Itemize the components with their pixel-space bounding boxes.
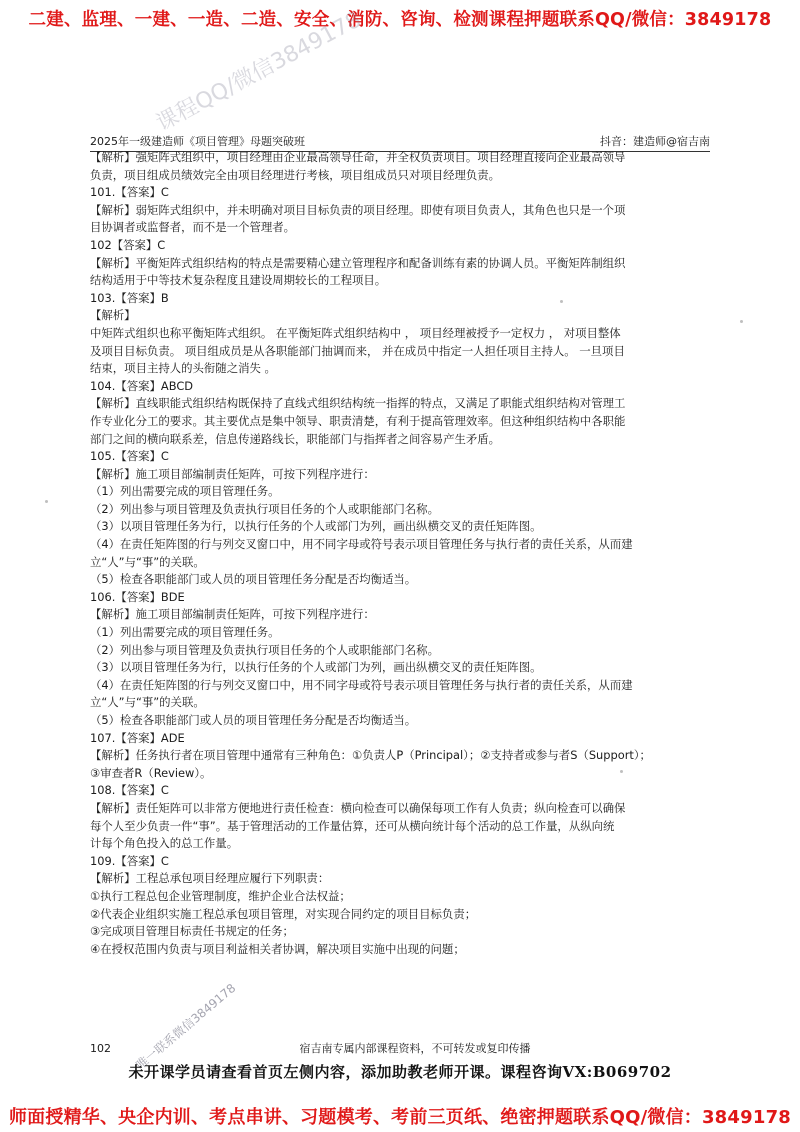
text-line: （2）列出参与项目管理及负责执行项目任务的个人或职能部门名称。 [90,642,439,657]
text-line: ②代表企业组织实施工程总承包项目管理，对实现合同约定的项目目标负责； [90,906,477,921]
text-line: 【解析】施工项目部编制责任矩阵，可按下列程序进行： [90,466,375,481]
text-line: 101.【答案】C [90,185,169,200]
enrollment-notice: 未开课学员请查看首页左侧内容，添加助教老师开课。课程咨询VX:B069702 [128,1063,672,1081]
text-line: （1）列出需要完成的项目管理任务。 [90,484,280,499]
text-line: 每个人至少负责一件“事”。基于管理活动的工作量估算，还可从横向统计每个活动的总工作量，从纵向统 [90,818,615,833]
text-line: 【解析】工程总承包项目经理应履行下列职责： [90,871,330,886]
text-line: ④在授权范围内负责与项目利益相关者协调，解决项目实施中出现的问题； [90,941,465,956]
text-line: 103.【答案】B [90,290,169,305]
text-line: 及项目目标负责。 项目组成员是从各职能部门抽调而来， 并在成员中指定一人担任项目主持人。 一旦项目 [90,343,625,358]
text-line: 作专业化分工的要求。其主要优点是集中领导、职责清楚，有利于提高管理效率。但这种组织结构中各职能 [90,413,626,428]
text-line: 【解析】任务执行者在项目管理中通常有三种角色：①负责人P（Principal）；②支持者或参与者S（Support）； [90,748,651,763]
text-line: 109.【答案】C [90,853,169,868]
text-line: （3）以项目管理任务为行，以执行任务的个人或部门为列，画出纵横交叉的责任矩阵图。 [90,519,542,534]
text-line: 计每个角色投入的总工作量。 [90,836,239,851]
scan-speck [740,320,743,323]
text-line: 【解析】强矩阵式组织中，项目经理由企业最高领导任命，并全权负责项目。项目经理直接向企业最高领导 [90,150,626,164]
text-line: 104.【答案】ABCD [90,378,194,393]
text-line: 部门之间的横向联系差，信息传递路线长，职能部门与指挥者之间容易产生矛盾。 [90,431,501,446]
text-line: 105.【答案】C [90,449,169,464]
header-author-handle: 抖音：建造师@宿吉南 [600,135,710,148]
text-line: 【解析】直线职能式组织结构既保持了直线式组织结构统一指挥的特点，又满足了职能式组织结构对管理工 [90,396,626,411]
text-line: 中矩阵式组织也称平衡矩阵式组织。 在平衡矩阵式组织结构中 ， 项目经理被授予一定权力 ， 对项目整体 [90,325,621,340]
text-line: 立“人”与“事”的关联。 [90,695,205,710]
text-line: （4）在责任矩阵图的行与列交叉窗口中，用不同字母或符号表示项目管理任务与执行者的责任关系，从而建 [90,537,633,552]
bottom-promo-banner: 师面授精华、央企内训、考点串讲、习题模考、考前三页纸、绝密押题联系QQ/微信：3849178 [8,1107,792,1128]
text-line: （2）列出参与项目管理及负责执行项目任务的个人或职能部门名称。 [90,501,439,516]
text-line: 【解析】平衡矩阵式组织结构的特点是需要精心建立管理程序和配备训练有素的协调人员。平衡矩阵制组织 [90,255,626,270]
scan-speck [45,500,48,503]
text-line: 【解析】 [90,308,136,323]
text-line: （5）检查各职能部门或人员的项目管理任务分配是否均衡适当。 [90,572,417,587]
text-line: ③审查者R（Review）。 [90,765,212,780]
scan-speck [560,300,563,303]
text-line: 107.【答案】ADE [90,730,185,745]
text-line: 负责，项目组成员绩效完全由项目经理进行考核，项目组成员只对项目经理负责。 [90,167,501,182]
text-line: （4）在责任矩阵图的行与列交叉窗口中，用不同字母或符号表示项目管理任务与执行者的责任关系，从而建 [90,677,633,692]
text-line: 102【答案】C [90,237,166,252]
diagonal-watermark: 课程QQ/微信3849178 [152,7,366,137]
page-footer [90,1040,710,1056]
text-line: 结构适用于中等技术复杂程度且建设周期较长的工程项目。 [90,273,387,288]
text-line: （5）检查各职能部门或人员的项目管理任务分配是否均衡适当。 [90,713,417,727]
text-line: 【解析】责任矩阵可以非常方便地进行责任检查：横向检查可以确保每项工作有人负责；纵向检查可以确保 [90,800,626,815]
header-course-title: 2025年一级建造师《项目管理》母题突破班 [90,135,305,148]
page-number: 102 [90,1041,111,1055]
scan-speck [620,770,623,773]
text-line: ③完成项目管理目标责任书规定的任务； [90,924,294,939]
answer-explanations [90,149,714,958]
text-line: 108.【答案】C [90,783,169,798]
text-line: 【解析】施工项目部编制责任矩阵，可按下列程序进行： [90,607,375,622]
text-line: 目协调者或监督者，而不是一个管理者。 [90,220,296,235]
text-line: 立“人”与“事”的关联。 [90,554,205,569]
text-line: 【解析】弱矩阵式组织中，并未明确对项目目标负责的项目经理。即使有项目负责人，其角色也只是一个项 [90,202,626,217]
side-watermark: 唯一联系微信3849178 [133,980,239,1073]
text-line: （1）列出需要完成的项目管理任务。 [90,625,280,640]
top-promo-banner: 二建、监理、一建、一造、二造、安全、消防、咨询、检测课程押题联系QQ/微信：3849178 [28,10,772,30]
text-line: 106.【答案】BDE [90,589,185,604]
text-line: ①执行工程总包企业管理制度，维护企业合法权益； [90,888,351,903]
text-line: （3）以项目管理任务为行，以执行任务的个人或部门为列，画出纵横交叉的责任矩阵图。 [90,660,542,675]
text-line: 结束，项目主持人的头衔随之消失 。 [90,361,276,376]
footer-copyright-note: 宿吉南专属内部课程资料，不可转发或复印传播 [299,1042,531,1055]
